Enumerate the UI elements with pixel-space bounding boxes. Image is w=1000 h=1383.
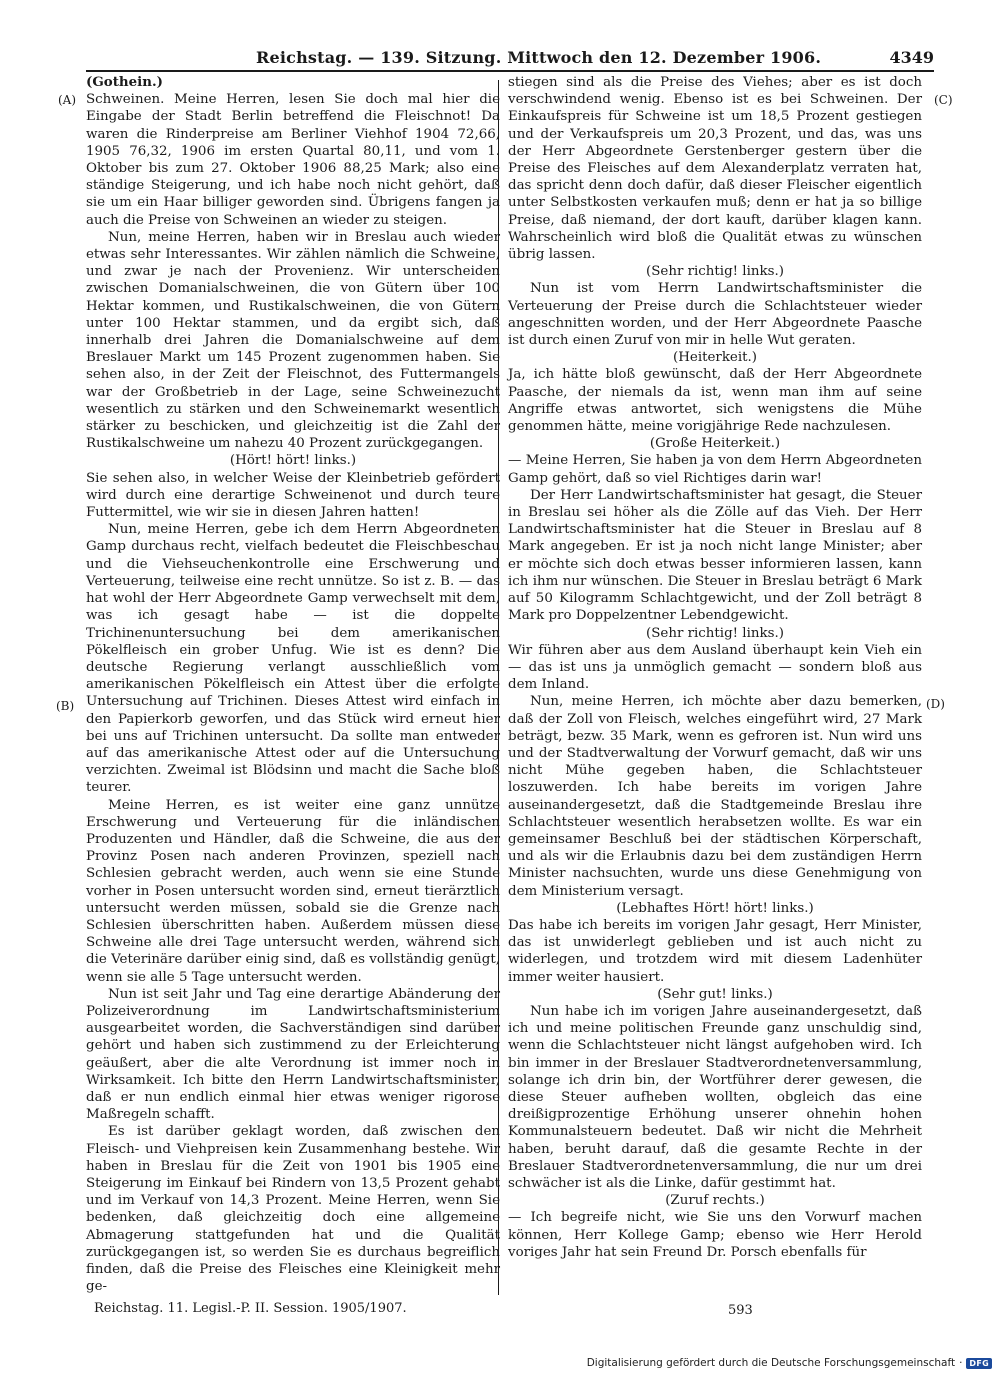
header-title: Reichstag. — 139. Sitzung. Mittwoch den 12. Dezember 1906. (256, 48, 822, 67)
paragraph: Es ist darüber geklagt worden, daß zwischen den Fleisch- und Viehpreisen kein Zusammenhang bestehe. Wir haben in Breslau für die Zeit von 1901 bis 1905 eine Steigerung im Einkauf bei Rindern von 13,5 Prozent gehabt und im Verkauf von 14,3 Prozent. Meine Herren, wenn Sie bedenken, daß gleichzeitig doch eine allgemeine Abmagerung stattgefunden hat und die Qualität zurückgegangen ist, so werden Sie es durchaus begreiflich finden, daß die Preise des Fleisches eine Kleinigkeit mehr ge- (86, 1124, 500, 1295)
footer-sheet-number: 593 (728, 1303, 753, 1318)
interjection: (Große Heiterkeit.) (649, 436, 781, 452)
paragraph: Nun ist vom Herrn Landwirtschaftsminister die Verteuerung der Preise durch die Schlachtsteuer wieder angeschnitten worden, und der Herr Abgeordnete Paasche ist durch einen Zuruf von mir in helle Wut geraten. (508, 281, 922, 349)
credit-text: Digitalisierung gefördert durch die Deutsche Forschungsgemeinschaft (586, 1357, 956, 1369)
paragraph: Wir führen aber aus dem Ausland überhaupt kein Vieh ein — das ist uns ja unmöglich gemacht — sondern bloß aus dem Inland. (508, 642, 922, 693)
interjection: (Lebhaftes Hört! hört! links.) (616, 900, 814, 916)
paragraph: Nun habe ich im vorigen Jahre auseinandergesetzt, daß ich und meine politischen Freunde ganz unschuldig sind, wenn die Schlachtsteuer nicht längst aufgehoben wird. Ich bin immer in der Breslauer Stadtverordnetenversammlung, solange ich drin bin, der Wortführer derer gewesen, die diese Steuer aufheben wollten, obgleich das eine dreißigprozentige Erhöhung unserer ohnehin hohen Kommunalsteuern bedeutet. Daß wir nicht die Mehrheit haben, beruht darauf, daß die gesamte Rechte in der Breslauer Stadtverordnetenversammlung, die nur um drei schwächer ist als die Linke, dafür gestimmt hat. (508, 1003, 922, 1191)
paragraph: stiegen sind als die Preise des Viehes; aber es ist doch verschwindend wenig. Ebenso ist es bei Schweinen. Der Einkaufspreis für Schweine ist um 18,5 Prozent gestiegen und der Verkaufspreis um 20,3 Prozent, und das, was uns der Herr Abgeordnete Gerstenberger gestern über die Preise des Fleisches auf dem Alexanderplatz verraten hat, das spricht denn doch dafür, daß dieser Fleischer eigentlich unter Selbstkosten verkaufen muß; denn er hat ja so billige Preise, daß niemand, der dort kauft, darüber klagen kann. Wahrscheinlich wird bloß die Qualität etwas zu wünschen übrig lassen. (508, 75, 922, 263)
paragraph: Das habe ich bereits im vorigen Jahr gesagt, Herr Minister, das ist unwiderlegt geblieben und ist auch nicht zu widerlegen, und trotzdem wird mit diesem Ladenhüter immer weiter hausiert. (508, 917, 922, 985)
interjection: (Sehr richtig! links.) (646, 625, 784, 641)
paragraph: — Meine Herren, Sie haben ja von dem Herrn Abgeordneten Gamp gehört, daß so viel Richtiges darin war! (508, 453, 922, 486)
paragraph: Der Herr Landwirtschaftsminister hat gesagt, die Steuer in Breslau sei höher als die Zölle auf das Vieh. Der Herr Landwirtschaftsminister hat die Steuer in Breslau auf 8 Mark angegeben. Er ist ja noch nicht lange Minister; aber er möchte sich doch etwas besser informieren lassen, kann ich ihm nur wünschen. Die Steuer in Breslau beträgt 6 Mark auf 50 Kilogramm Schlachtgewicht, und der Zoll beträgt 8 Mark pro Doppelzentner Lebendgewicht. (508, 487, 922, 624)
speaker-name: (Gothein.) (86, 74, 163, 90)
interjection: (Heiterkeit.) (673, 350, 757, 366)
paragraph: Schweinen. Meine Herren, lesen Sie doch mal hier die Eingabe der Stadt Berlin betreffend die Fleischnot! Da waren die Rinderpreise am Berliner Viehhof 1904 72,66, 1905 76,32, 1906 im ersten Quartal 80,11, und vom 1. Oktober bis zum 27. Oktober 1906 88,25 Mark; also eine ständige Steigerung, und ich habe noch nicht gehört, daß sie um ein Haar billiger geworden sind. Übrigens fangen ja auch die Preise von Schweinen an wieder zu steigen. (86, 92, 500, 228)
footer-session-info: Reichstag. 11. Legisl.-P. II. Session. 1905/1907. (94, 1301, 407, 1316)
paragraph: Meine Herren, es ist weiter eine ganz unnütze Erschwerung und Verteuerung für die inländischen Produzenten und Händler, daß die Schweine, die aus der Provinz Posen nach anderen Provinzen, speziell nach Schlesien gebracht werden, auch wenn sie eine Stunde vorher in Posen untersucht worden sind, erneut tierärztlich untersucht werden müssen, sobald sie die Grenze nach Schlesien überschritten haben. Außerdem müssen diese Schweine alle drei Tage untersucht werden, während sich die Veterinäre darüber einig sind, daß es vollständig genügt, wenn sie alle 5 Tage untersucht werden. (86, 797, 500, 985)
paragraph: Nun ist seit Jahr und Tag eine derartige Abänderung der Polizeiverordnung im Landwirtschaftsministerium ausgearbeitet worden, die Sachverständigen sind darüber gehört und haben sich zustimmend zu der Erleichterung geäußert, aber die alte Verordnung ist immer noch in Wirksamkeit. Ich bitte den Herrn Landwirtschaftsminister, daß er nun endlich einmal hier etwas weniger rigorose Maßregeln schafft. (86, 986, 500, 1123)
interjection: (Sehr gut! links.) (657, 986, 773, 1002)
header-page-number: 4349 (889, 48, 934, 67)
margin-marker-d: (D) (926, 697, 945, 711)
credit-separator: · (959, 1357, 963, 1369)
header-rule (86, 70, 934, 72)
paragraph: Nun, meine Herren, haben wir in Breslau auch wieder etwas sehr Interessantes. Wir zählen nämlich die Schweine, und zwar je nach der Provenienz. Wir unterscheiden zwischen Domanialschweinen, die von Gütern über 100 Hektar kommen, und Rustikalschweinen, die von Gütern unter 100 Hektar stammen, und da ergibt sich, daß innerhalb drei Jahren die Domanialschweine auf dem Breslauer Markt um 145 Prozent zugenommen haben. Sie sehen also, in der Zeit der Fleischnot, des Futtermangels war der Großbetrieb in der Lage, seine Schweinezucht wesentlich zu stärken und den Schweinemarkt wesentlich stärker zu beschicken, und gleichzeitig ist die Zahl der Rustikalschweine um nahezu 40 Prozent zurückgegangen. (86, 229, 500, 452)
interjection: (Zuruf rechts.) (665, 1193, 765, 1209)
digitization-credit (587, 1357, 992, 1369)
left-column (86, 74, 500, 1295)
paragraph: — Ich begreife nicht, wie Sie uns den Vorwurf machen können, Herr Kollege Gamp; ebenso wie Herr Herold voriges Jahr hat sein Freund Dr. Porsch ebenfalls für (508, 1210, 922, 1260)
right-column (508, 74, 922, 1261)
margin-marker-b: (B) (56, 699, 75, 713)
dfg-logo: DFG (966, 1358, 992, 1369)
column-divider (498, 80, 499, 1295)
margin-marker-c: (C) (934, 93, 953, 107)
interjection: (Hört! hört! links.) (229, 453, 357, 469)
paragraph: Nun, meine Herren, ich möchte aber dazu bemerken, daß der Zoll von Fleisch, welches eingeführt wird, 27 Mark beträgt, bezw. 35 Mark, wenn es gefroren ist. Nun wird uns und der Stadtverwaltung der Vorwurf gemacht, daß wir uns nicht Mühe gegeben haben, die Schlachtsteuer loszuwerden. Ich habe bereits im vorigen Jahre auseinandergesetzt, daß die Stadtgemeinde Breslau ihre Schlachtsteuer wesentlich herabsetzen wollte. Es war ein gemeinsamer Beschluß bei der städtischen Körperschaft, und als wir die Erlaubnis dazu bei dem zuständigen Herrn Minister nachsuchten, wurde uns diese Genehmigung von dem Ministerium versagt. (508, 694, 922, 899)
margin-marker-a: (A) (58, 93, 77, 107)
running-header (86, 44, 934, 72)
paragraph: Nun, meine Herren, gebe ich dem Herrn Abgeordneten Gamp durchaus recht, vielfach bedeutet die Fleischbeschau und die Viehseuchenkontrolle eine Erschwerung und Verteuerung, teilweise eine recht unnütze. So ist z. B. — das hat wohl der Herr Abgeordnete Gamp verwechselt mit dem, was ich gesagt habe — ist die doppelte Trichinenuntersuchung bei dem amerikanischen Pökelfleisch ein grober Unfug. Wie ist es denn? Die deutsche Regierung verlangt ausschließlich vom amerikanischen Pökelfleisch ein Attest über die erfolgte Untersuchung auf Trichinen. Dieses Attest wird einfach in den Papierkorb geworfen, und das Stück wird erneut hier bei uns auf Trichinen untersucht. Da sollte man entweder auf das amerikanische Attest oder auf die Untersuchung verzichten. Zweimal ist Blödsinn und macht die Sache bloß teurer. (86, 522, 500, 796)
paragraph: Sie sehen also, in welcher Weise der Kleinbetrieb gefördert wird durch eine derartige Schweinenot und durch teure Futtermittel, wie wir sie in diesen Jahren hatten! (86, 470, 500, 521)
interjection: (Sehr richtig! links.) (646, 264, 784, 280)
paragraph: Ja, ich hätte bloß gewünscht, daß der Herr Abgeordnete Paasche, der niemals da ist, wenn man ihm auf seine Angriffe etwas antwortet, sich wenigstens die Mühe genommen hätte, meine vorigjährige Rede nachzulesen. (508, 367, 922, 435)
